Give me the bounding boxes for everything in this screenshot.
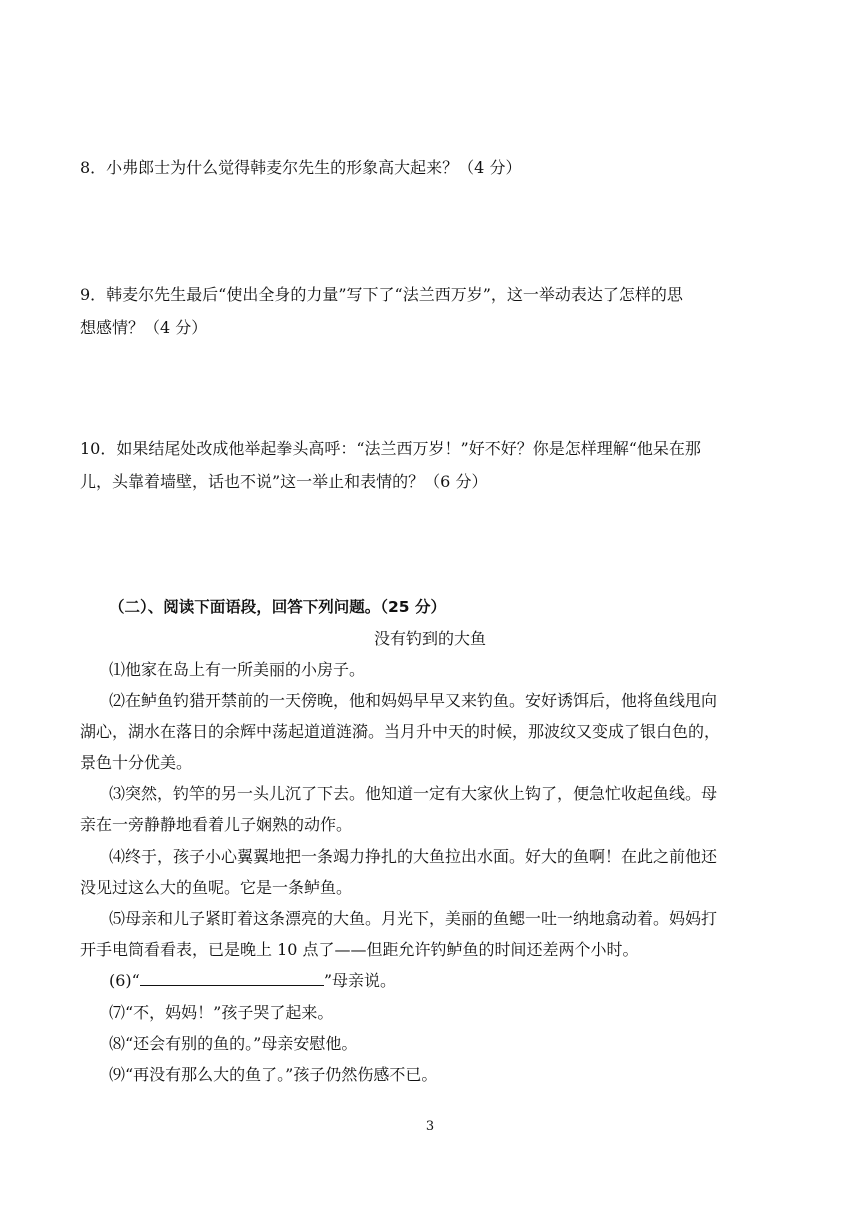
paragraph-4-line-2: 没见过这么大的鱼呢。它是一条鲈鱼。 [80, 878, 353, 897]
question-9-continued: 想感情？（4 分） [80, 318, 208, 337]
paragraph-5-line-2: 开手电筒看看表，已是晚上 10 点了——但距允许钓鲈鱼的时间还差两个小时。 [80, 940, 639, 959]
paragraph-9: ⑼“再没有那么大的鱼了。”孩子仍然伤感不已。 [109, 1065, 438, 1084]
paragraph-7: ⑺“不，妈妈！”孩子哭了起来。 [109, 1003, 334, 1022]
paragraph-4: ⑷终于，孩子小心翼翼地把一条竭力挣扎的大鱼拉出水面。好大的鱼啊！在此之前他还 [109, 847, 718, 866]
paragraph-3-line-2: 亲在一旁静静地看着儿子娴熟的动作。 [80, 815, 353, 834]
paragraph-6-suffix: ”母亲说。 [323, 971, 397, 990]
question-10: 10．如果结尾处改成他举起拳头高呼：“法兰西万岁！”好不好？你是怎样理解“他呆在那 [80, 439, 701, 458]
paragraph-6-prefix: (6)“ [109, 971, 140, 990]
paragraph-2-line-2: 湖心，湖水在落日的余辉中荡起道道涟漪。当月升中天的时候，那波纹又变成了银白色的， [80, 722, 721, 741]
paragraph-5: ⑸母亲和儿子紧盯着这条漂亮的大鱼。月光下，美丽的鱼鳃一吐一纳地翕动着。妈妈打 [109, 909, 718, 928]
passage-title: 没有钓到的大鱼 [373, 629, 486, 648]
section-heading: （二）、阅读下面语段，回答下列问题。（25 分） [109, 598, 446, 616]
question-8: 8．小弗郎士为什么觉得韩麦尔先生的形象高大起来？（4 分） [80, 158, 522, 177]
paragraph-2-line-3: 景色十分优美。 [80, 753, 193, 772]
paragraph-3: ⑶突然，钓竿的另一头儿沉了下去。他知道一定有大家伙上钩了，便急忙收起鱼线。母 [109, 784, 718, 803]
paragraph-8: ⑻“还会有别的鱼的。”母亲安慰他。 [109, 1034, 358, 1053]
page-number: 3 [425, 1119, 435, 1134]
question-10-continued: 儿，头靠着墙壁，话也不说”这一举止和表情的？（6 分） [80, 472, 488, 491]
paragraph-2: ⑵在鲈鱼钓猎开禁前的一天傍晚，他和妈妈早早又来钓鱼。安好诱饵后，他将鱼线甩向 [109, 691, 718, 710]
answer-blank[interactable] [140, 971, 324, 986]
paragraph-1: ⑴他家在岛上有一所美丽的小房子。 [109, 660, 366, 679]
paragraph-6 [109, 970, 396, 992]
question-9: 9．韩麦尔先生最后“使出全身的力量”写下了“法兰西万岁”，这一举动表达了怎样的思 [80, 285, 683, 304]
